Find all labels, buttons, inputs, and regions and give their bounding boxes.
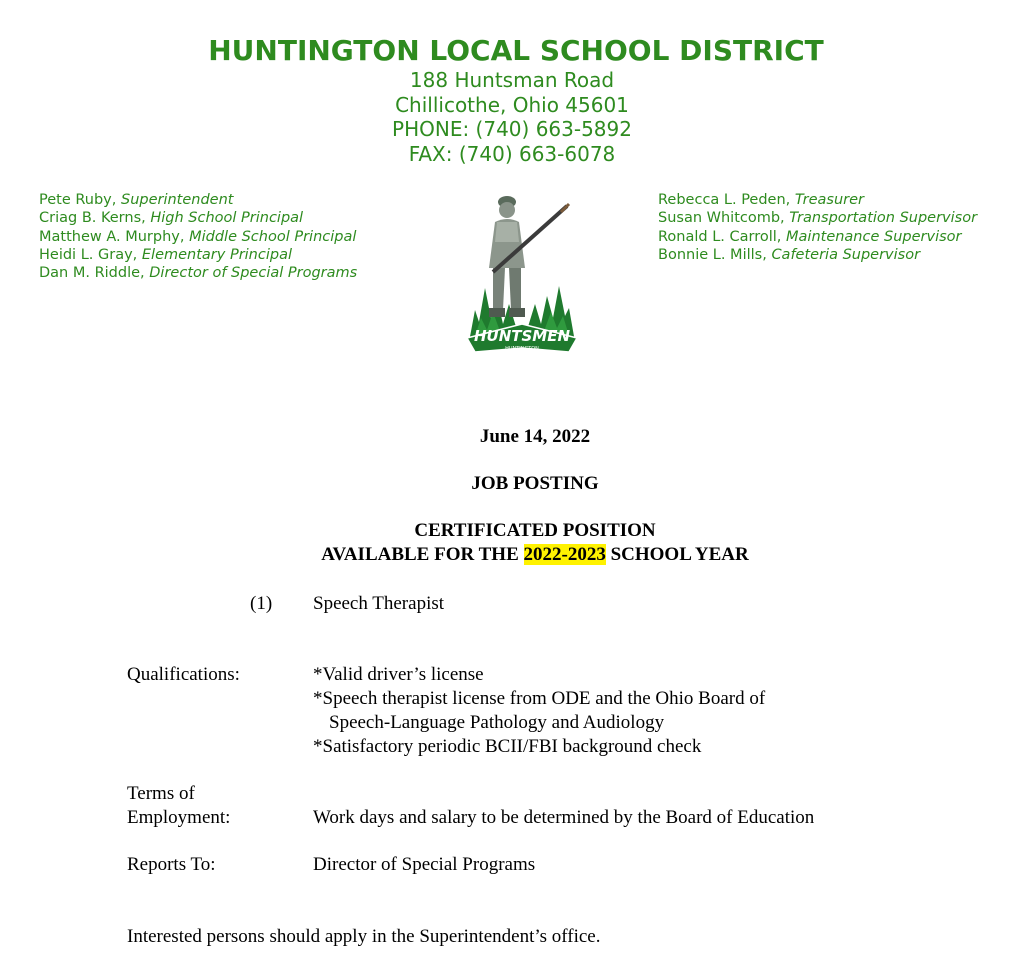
school-year-line	[0, 544, 1024, 566]
letterhead	[0, 34, 1024, 166]
logo-sub-text: HUNTINGTON	[505, 346, 539, 352]
qualifications-list	[313, 663, 765, 759]
staff-name: Susan Whitcomb,	[658, 210, 790, 227]
district-name: HUNTINGTON LOCAL SCHOOL DISTRICT	[208, 34, 824, 67]
staff-name: Criag B. Kerns,	[39, 210, 151, 227]
staff-title: Transportation Supervisor	[789, 210, 978, 227]
staff-name: Matthew A. Murphy,	[39, 228, 190, 245]
staff-name: Ronald L. Carroll,	[658, 228, 787, 245]
position-count: (1)	[250, 593, 273, 614]
year-suffix: SCHOOL YEAR	[605, 544, 749, 565]
qualifications-label: Qualifications:	[127, 664, 240, 685]
staff-title: Superintendent	[120, 192, 234, 208]
huntsman-mascot-icon	[463, 192, 581, 356]
qualification-item: *Valid driver’s license	[313, 664, 484, 685]
address-city: Chillicothe, Ohio 45601	[395, 92, 629, 117]
staff-name: Dan M. Riddle,	[39, 265, 150, 282]
staff-title: Elementary Principal	[141, 246, 292, 263]
qualification-item: *Satisfactory periodic BCII/FBI background check	[313, 736, 702, 757]
staff-title: Maintenance Supervisor	[786, 228, 962, 245]
staff-title: High School Principal	[150, 210, 304, 227]
staff-title: Treasurer	[794, 192, 864, 208]
closing-statement: Interested persons should apply in the Superintendent’s office.	[127, 926, 601, 947]
reports-to-value: Director of Special Programs	[313, 854, 536, 875]
staff-name: Bonnie L. Mills,	[658, 246, 772, 263]
staff-entry	[658, 209, 977, 227]
staff-name: Heidi L. Gray,	[39, 246, 142, 263]
terms-label-line: Terms of	[127, 783, 195, 804]
staff-name: Pete Ruby,	[39, 192, 121, 208]
staff-entry	[658, 246, 977, 264]
staff-entry	[39, 209, 357, 227]
logo-banner-text: HUNTSMEN	[473, 327, 571, 345]
posting-heading: JOB POSTING	[471, 473, 599, 494]
fax-number: FAX: (740) 663-6078	[408, 141, 616, 166]
staff-list-left	[39, 191, 357, 282]
staff-entry	[658, 228, 977, 246]
staff-title: Director of Special Programs	[149, 265, 358, 282]
staff-list-right	[658, 191, 977, 264]
huntsmen-logo-svg	[463, 192, 581, 356]
position-type: CERTIFICATED POSITION	[414, 520, 656, 541]
school-year-highlight: 2022-2023	[523, 544, 606, 565]
qualification-item: *Speech therapist license from ODE and the Ohio Board of	[313, 688, 766, 709]
staff-entry	[39, 246, 357, 264]
staff-title: Middle School Principal	[189, 228, 357, 245]
staff-entry	[658, 191, 977, 209]
phone-number: PHONE: (740) 663-5892	[392, 117, 632, 141]
terms-value: Work days and salary to be determined by the Board of Education	[313, 807, 815, 828]
position-title: Speech Therapist	[313, 593, 445, 614]
reports-to-label: Reports To:	[127, 854, 216, 875]
staff-entry	[39, 191, 357, 209]
staff-entry	[39, 228, 357, 246]
year-prefix: AVAILABLE FOR THE	[321, 544, 524, 565]
address-street: 188 Huntsman Road	[409, 68, 615, 92]
staff-title: Cafeteria Supervisor	[771, 246, 921, 263]
staff-name: Rebecca L. Peden,	[658, 192, 795, 208]
qualification-item: Speech-Language Pathology and Audiology	[329, 712, 665, 733]
terms-label	[127, 782, 230, 830]
staff-entry	[39, 264, 357, 282]
posting-date: June 14, 2022	[479, 426, 591, 447]
terms-label-line: Employment:	[127, 807, 231, 828]
